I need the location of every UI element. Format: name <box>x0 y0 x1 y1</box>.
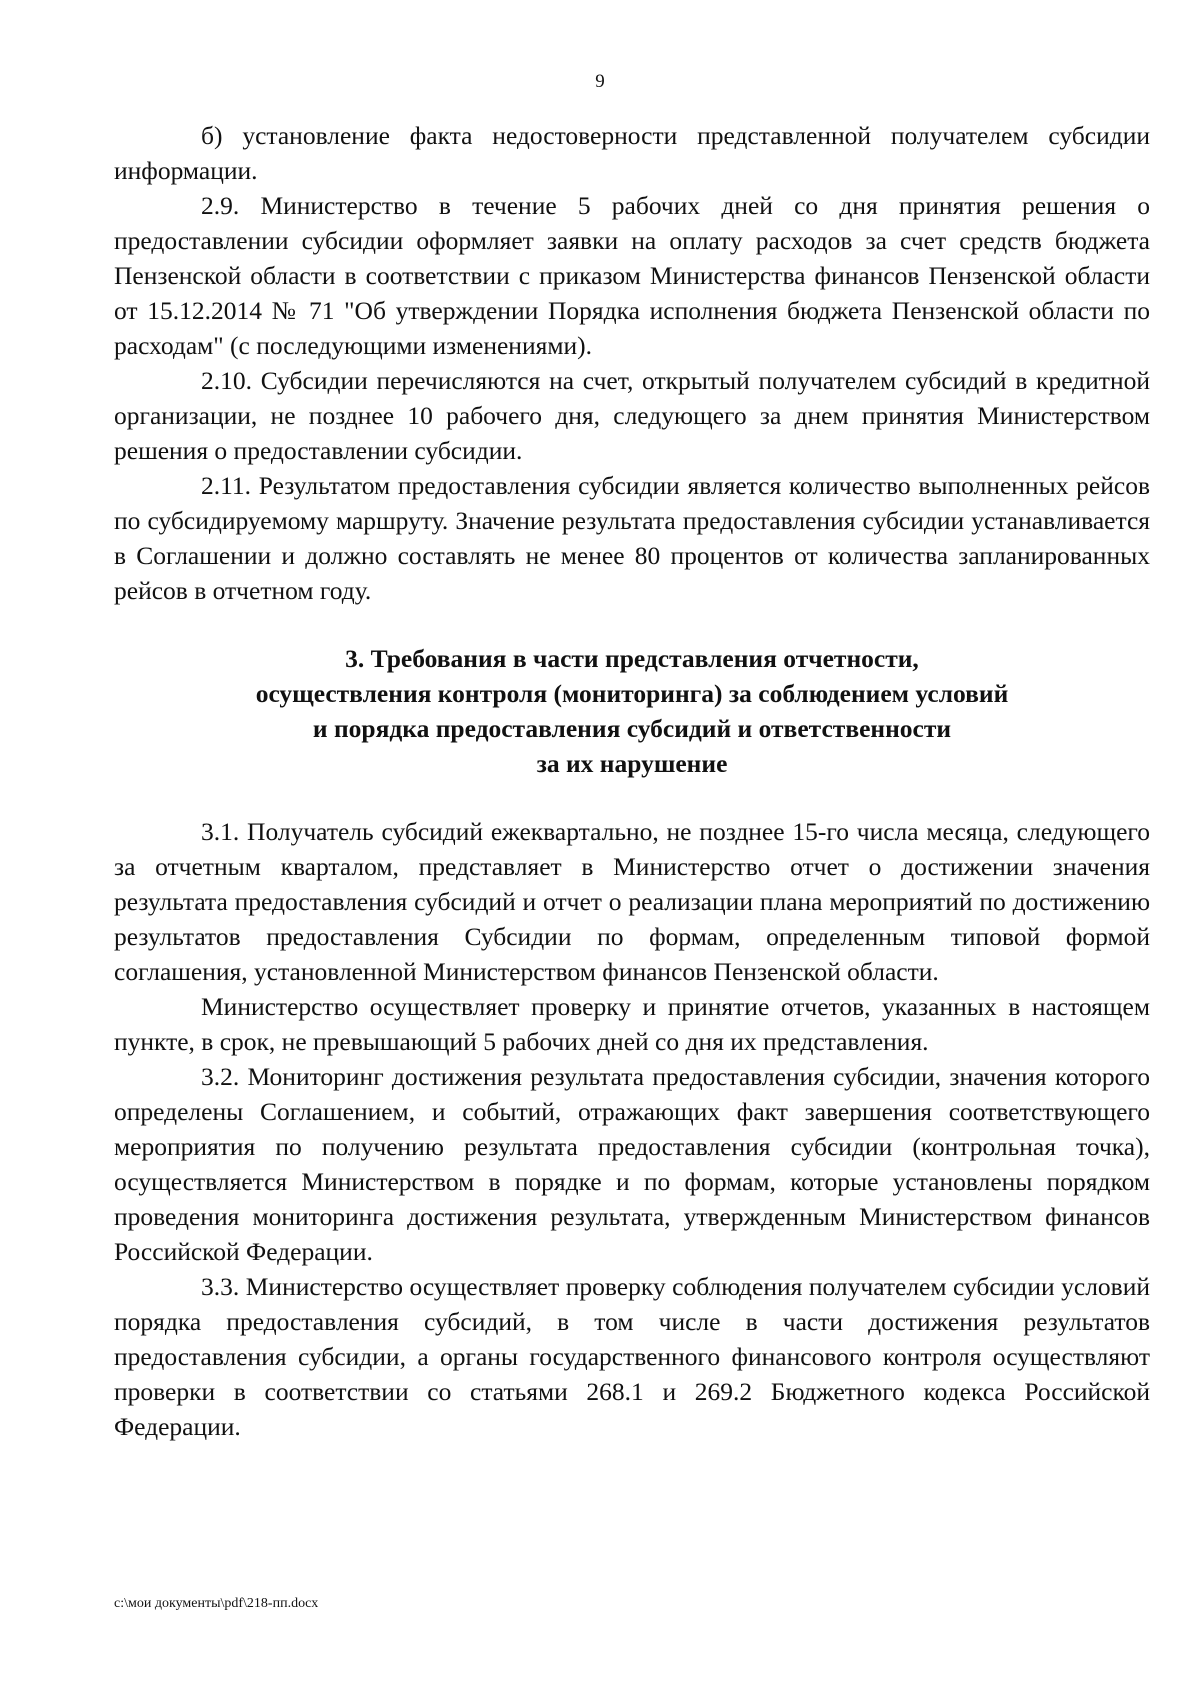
section-3-heading-line: и порядка предоставления субсидий и ответственности <box>312 714 952 743</box>
section-3-heading-line: за их нарушение <box>536 749 728 778</box>
section-3-heading-line: осуществления контроля (мониторинга) за соблюдением условий <box>255 679 1009 708</box>
section-3-heading-line: 3. Требования в части представления отчетности, <box>345 644 919 673</box>
footer-file-path: c:\мои документы\pdf\218-пп.docx <box>114 1596 319 1611</box>
paragraph-2-11: 2.11. Результатом предоставления субсидии является количество выполненных рейсов по субсидируемому маршруту. Значение результата предоставления субсидии устанавливается в Соглашении и должно составлять не менее 80 процентов от количества запланированных рейсов в отчетном году. <box>114 471 1150 605</box>
paragraph-3-1: 3.1. Получатель субсидий ежеквартально, не позднее 15-го числа месяца, следующего за отчетным кварталом, представляет в Министерство отчет о достижении значения результата предоставления субсидий и отчет о реализации плана мероприятий по достижению результатов предоставления Субсидии по формам, определенным типовой формой соглашения, установленной Министерством финансов Пензенской области. <box>114 817 1150 986</box>
document-body <box>114 118 1150 1444</box>
paragraph-2-10: 2.10. Субсидии перечисляются на счет, открытый получателем субсидий в кредитной организации, не позднее 10 рабочего дня, следующего за днем принятия Министерством решения о предоставлении субсидии. <box>114 366 1150 465</box>
paragraph-2-9: 2.9. Министерство в течение 5 рабочих дней со дня принятия решения о предоставлении субсидии оформляет заявки на оплату расходов за счет средств бюджета Пензенской области в соответствии с приказом Министерства финансов Пензенской области от 15.12.2014 № 71 "Об утверждении Порядка исполнения бюджета Пензенской области по расходам" (с последующими изменениями). <box>114 191 1150 360</box>
paragraph-3-3: 3.3. Министерство осуществляет проверку соблюдения получателем субсидии условий порядка предоставления субсидий, в том числе в части достижения результатов предоставления субсидии, а органы государственного финансового контроля осуществляют проверки в соответствии со статьями 268.1 и 269.2 Бюджетного кодекса Российской Федерации. <box>114 1272 1150 1441</box>
section-3-heading <box>114 641 1150 781</box>
paragraph-3-2: 3.2. Мониторинг достижения результата предоставления субсидии, значения которого определены Соглашением, и событий, отражающих факт завершения соответствующего мероприятия по получению результата предоставления субсидии (контрольная точка), осуществляется Министерством в порядке и по формам, которые установлены порядком проведения мониторинга достижения результата, утвержденным Министерством финансов Российской Федерации. <box>114 1062 1150 1266</box>
paragraph-2-8b: б) установление факта недостоверности представленной получателем субсидии информации. <box>114 121 1150 185</box>
paragraph-3-1-review: Министерство осуществляет проверку и принятие отчетов, указанных в настоящем пункте, в срок, не превышающий 5 рабочих дней со дня их представления. <box>114 992 1150 1056</box>
page-number: 9 <box>595 71 605 92</box>
